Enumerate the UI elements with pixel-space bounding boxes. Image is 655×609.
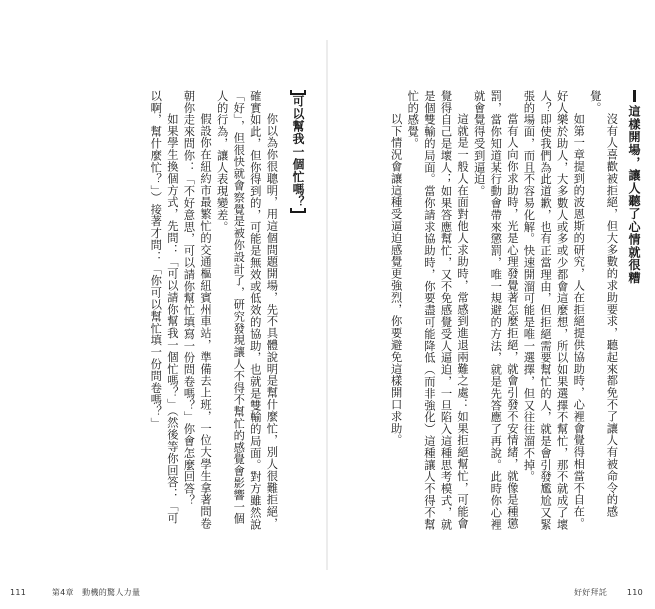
left-page — [0, 0, 327, 609]
box-bracket-bottom — [290, 208, 306, 213]
paragraph: 當有人向你求助時，光是心理發覺著怎麼拒絕，就會引發不安情緒，就像是種懲罰，當你知道某行動會帶來懲罰，唯一規避的方法，就是先答應了再說。此時你心裡就會覺得受到逼迫。 — [472, 90, 519, 531]
running-head-title: 好好拜託 — [573, 588, 608, 597]
paragraph: 如第一章提到的波恩斯的研究，人在拒絕提供協助時，心裡會覺得相當不自在。好人樂於助人，大多數人或多或少都會這麼想，所以如果選擇不幫忙，那不就成了壞人？即使我們為此道歉，也有正當理由，但拒絕需要幫忙的人，就是會引發尷尬又緊張的場面，而且不容易化解。快速開溜可能是唯一選擇，但又往往溜不掉。 — [522, 90, 586, 531]
page-number: 110 — [626, 588, 643, 597]
running-head-chapter: 第4章 動機的驚人力量 — [51, 588, 141, 597]
section-heading-text: 這樣開場，讓人聽了心情就很糟 — [627, 105, 641, 285]
folio-right — [574, 587, 643, 598]
paragraph: 沒有人喜歡被拒絕，但大多數的求助要求，聽起來都免不了讓人有被命令的感覺。 — [588, 90, 619, 518]
heading-bar — [633, 90, 636, 102]
folio-left — [10, 587, 140, 598]
right-page — [328, 0, 655, 609]
box-heading-text: 可以幫我一個忙嗎？ — [291, 95, 305, 209]
paragraph: 假設你在紐約市最繁忙的交通樞紐賓州車站，準備去上班，一位大學生拿著問卷朝你走來問你：「不好意思，可以請你幫忙填寫一份問卷嗎？」你會怎麼回答？ — [182, 90, 213, 530]
paragraph: 如果學生換個方式，先問：「可以請你幫我一個忙嗎？」（然後等你回答：「可以啊，幫什麼忙？」）接著才問：「你可以幫忙填一份問卷嗎？」 — [149, 90, 179, 524]
paragraph: 以下情況會讓這種受逼迫感覺更強烈，你要避免這樣開口求助。 — [389, 112, 403, 446]
left-page-body — [6, 90, 316, 535]
page-number: 111 — [10, 588, 27, 597]
paragraph: 你以為你很聰明，用這個問題開場，先不具體說明是幫什麼忙，別人很難拒絕，確實如此，但你得到的，可能是無效或低效的協助，也就是雙輸的局面。對方雖然說「好」，但很快就會察覺是被你設計了，研究發現讓人不得不幫忙的感覺會影響一個人的行為，讓人表現變差。 — [215, 90, 279, 531]
right-page-body — [342, 90, 642, 535]
paragraph: 這就是一般人在面對他人求助時，常感到進退兩難之處：如果拒絕幫忙，可能會覺得自己是壞人；如果答應幫忙，又不免感覺受人逼迫，一旦陷入這種思考模式，就是個雙輸的局面。當你請求協助時，你要盡可能降低（而非強化）這種讓人不得不幫忙的感覺。 — [406, 90, 470, 531]
box-heading — [289, 90, 306, 535]
section-heading — [625, 90, 642, 535]
